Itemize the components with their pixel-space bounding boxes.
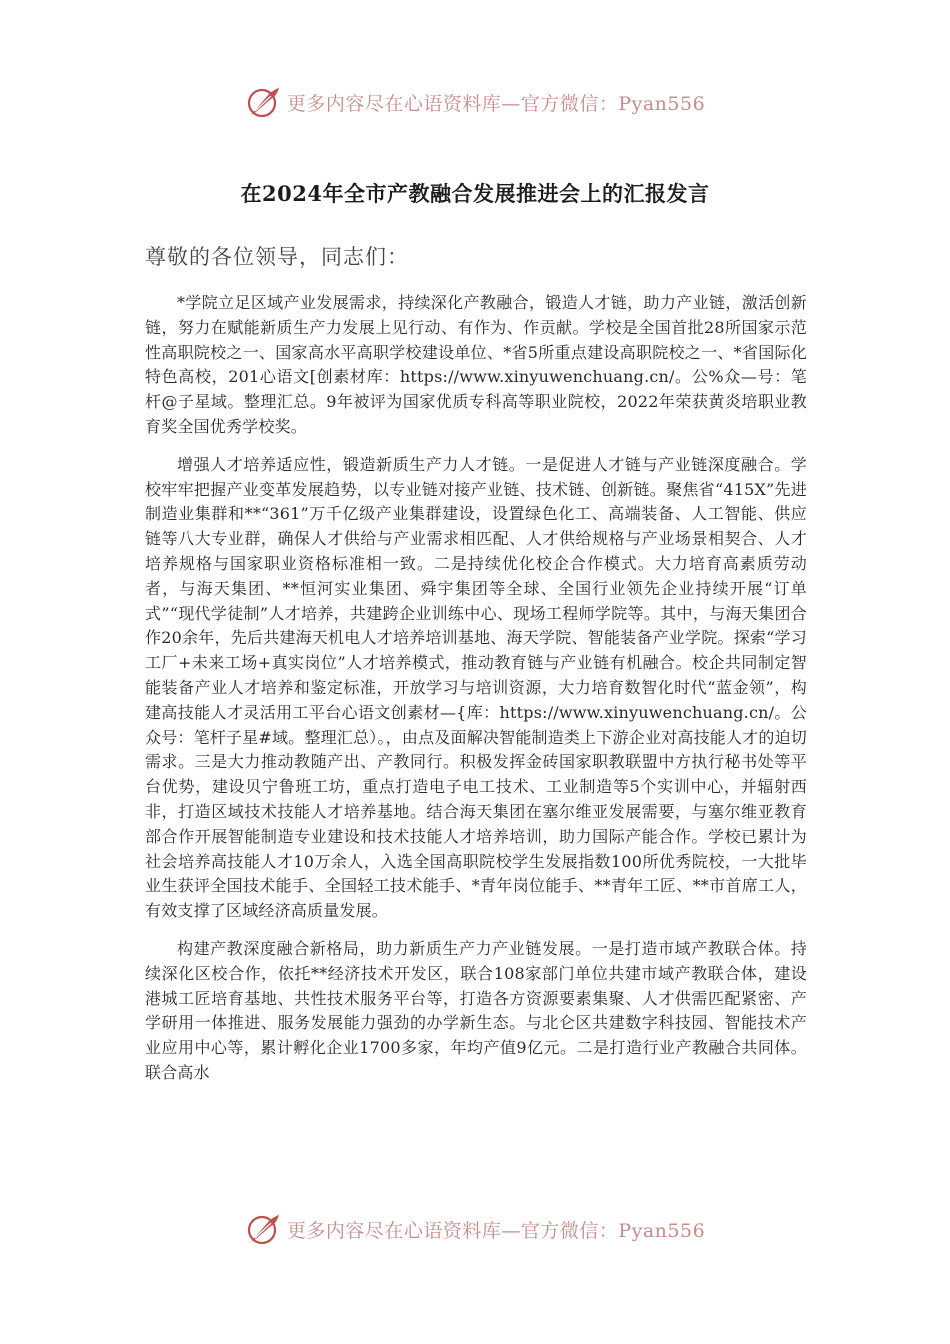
header-watermark [0,80,950,124]
document-body [145,291,807,1099]
watermark-text: 更多内容尽在心语资料库—官方微信：Pyan556 [286,92,706,115]
document-title: 在2024年全市产教融合发展推进会上的汇报发言 [240,181,710,206]
salutation: 尊敬的各位领导，同志们： [145,245,409,269]
paragraph-industry-chain: 构建产教深度融合新格局，助力新质生产力产业链发展。一是打造市域产教联合体。持续深化区校合作，依托**经济技术开发区，联合108家部门单位共建市域产教联合体，建设港城工匠培育基地、共性技术服务平台等，打造各方资源要素集聚、人才供需匹配紧密、产学研用一体推进、服务发展能力强劲的办学新生态。与北仑区共建数字科技园、智能技术产业应用中心等，累计孵化企业1700多家，年均产值9亿元。二是打造行业产教融合共同体。联合高水 [145,938,807,1082]
watermark-text: 更多内容尽在心语资料库—官方微信：Pyan556 [286,1219,706,1242]
paragraph-talent-chain: 增强人才培养适应性，锻造新质生产力人才链。一是促进人才链与产业链深度融合。学校牢牢把握产业变革发展趋势，以专业链对接产业链、技术链、创新链。聚焦省“415X”先进制造业集群和**“361”万千亿级产业集群建设，设置绿色化工、高端装备、人工智能、供应链等八大专业群，确保人才供给与产业需求相匹配、人才供给规格与产业场景相契合、人才培养规格与国家职业资格标准相一致。二是持续优化校企合作模式。大力培育高素质劳动者，与海天集团、**恒河实业集团、舜宇集团等全球、全国行业领先企业持续开展“订单式”“现代学徒制”人才培养，共建跨企业训练中心、现场工程师学院等。其中，与海天集团合作20余年，先后共建海天机电人才培养培训基地、海天学院、智能装备产业学院。探索“学习工厂+未来工场+真实岗位”人才培养模式，推动教育链与产业链有机融合。校企共同制定智能装备产业人才培养和鉴定标准，开放学习与培训资源，大力培育数智化时代“蓝金领”，构建高技能人才灵活用工平台心语文创素材—{库：https://www.xinyuwenchuang.cn/。公众号：笔杆子星#域。整理汇总）。，由点及面解决智能制造类上下游企业对高技能人才的迫切需求。三是大力推动教随产出、产教同行。积极发挥金砖国家职教联盟中方执行秘书处等平台优势，建设贝宁鲁班工坊，重点打造电子电工技术、工业制造等5个实训中心，并辐射西非，打造区域技术技能人才培养基地。结合海天集团在塞尔维亚发展需要，与塞尔维亚教育部合作开展智能制造专业建设和技术技能人才培养培训，助力国际产能合作。学校已累计为社会培养高技能人才10万余人，入选全国高职院校学生发展指数100所优秀院校，一大批毕业生获评全国技术能手、全国轻工技术能手、*青年岗位能手、**青年工匠、**市首席工人，有效支撑了区域经济高质量发展。 [145,454,807,921]
quill-logo-icon [245,1211,281,1247]
footer-watermark [0,1207,950,1251]
paragraph-intro: *学院立足区域产业发展需求，持续深化产教融合，锻造人才链，助力产业链，激活创新链，努力在赋能新质生产力发展上见行动、有作为、作贡献。学校是全国首批28所国家示范性高职院校之一、国家高水平高职学校建设单位、*省5所重点建设高职院校之一、*省国际化特色高校，201心语文[创素材库：https://www.xinyuwenchuang.cn/。公%众—号：笔杆@子星域。整理汇总。9年被评为国家优质专科高等职业院校，2022年荣获黄炎培职业教育奖全国优秀学校奖。 [145,293,807,436]
quill-logo-icon [245,84,281,120]
